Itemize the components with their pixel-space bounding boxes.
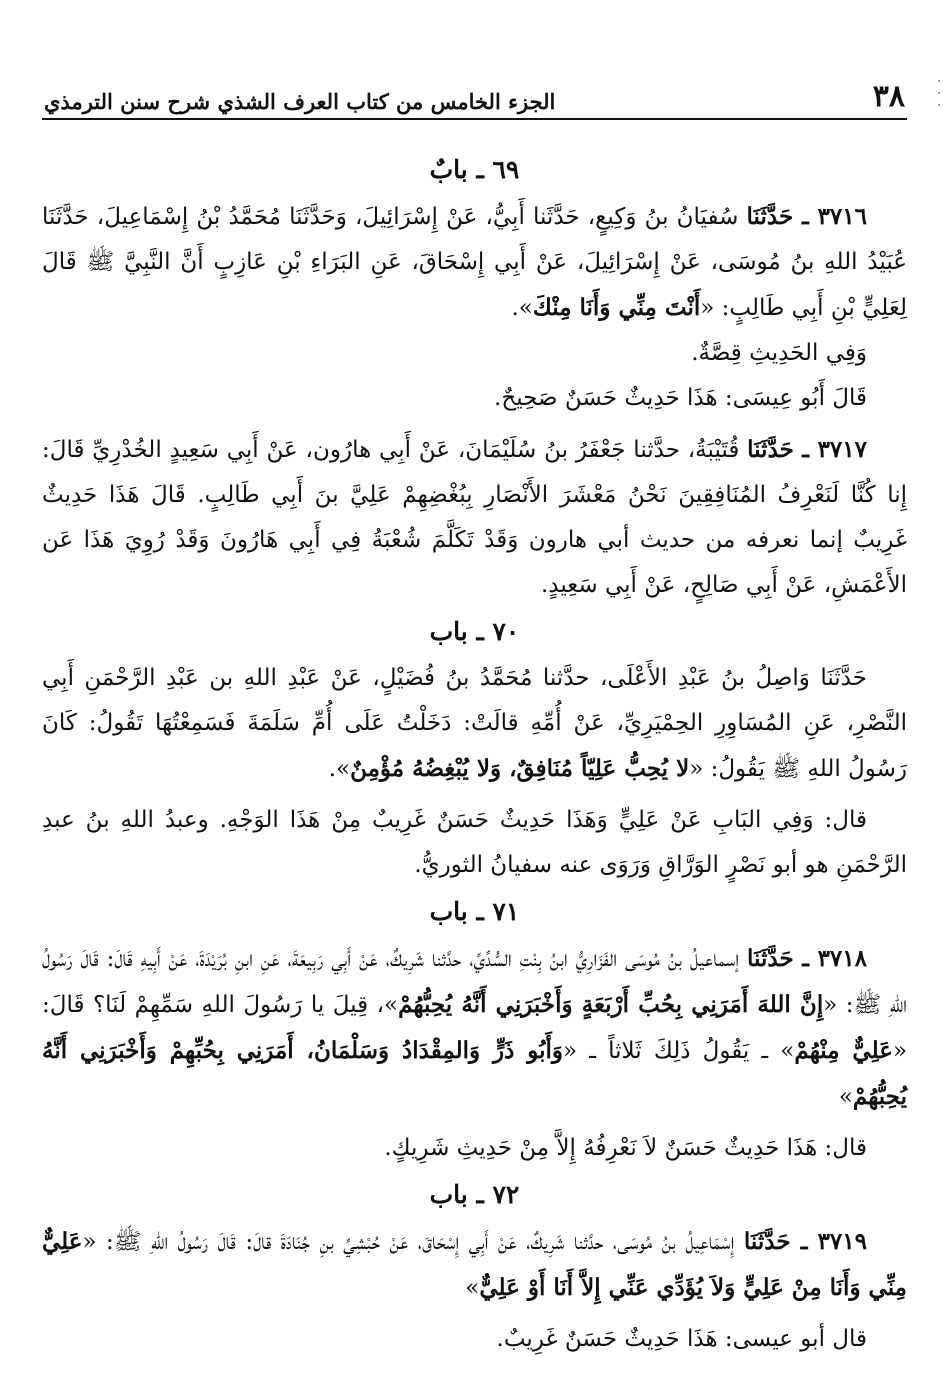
hadith-text: »، قِيلَ يا رَسُولَ اللهِ سَمِّهِمْ لَنَا؟ قَالَ: «	[42, 992, 908, 1064]
hadith-3719	[42, 1219, 907, 1311]
hadith-3718	[42, 936, 907, 1120]
hadith-lead: حَدَّثَنَا	[747, 436, 794, 463]
book-page	[42, 0, 907, 1377]
hadith-number: ٣٧١٨ ـ	[793, 945, 867, 972]
hadith-text: سُفيَانُ بنُ وَكِيعٍ، حَدَّثَنا أَبِيُّ، عَنْ إِسْرَائِيلَ، وَحَدَّثَنَا مُحَمَّدُ بْنُ إِسْمَاعِيلَ، حَدَّثَنَا عُبَيْدُ اللهِ بنُ مُوسَى، عَنْ إِسْرَائِيلَ، عَنْ أَبِي إِسْحَاقَ، عَنِ البَرَاءِ بْنِ عَازِبٍ أَنَّ النَّبِيَّ ﷺ قَالَ لِعَلِيٍّ بْنِ أَبِي طَالِبٍ: «	[42, 204, 907, 321]
hadith-number: ٣٧١٦ ـ	[793, 203, 867, 230]
hadith-paragraph	[42, 656, 907, 792]
hadith-text: » ـ يَقُولُ ذَلِكَ ثَلاثاً ـ «	[563, 1038, 795, 1064]
page-body	[42, 146, 907, 1362]
hadith-number: ٣٧١٩ ـ	[790, 1228, 867, 1255]
hadith-quote: إِنَّ اللهَ أَمَرَنِي بِحُبِّ أَرْبَعَةٍ وَأَخْبَرَنِي أَنَّهُ يُحِبُّهُمْ	[398, 991, 824, 1018]
hadith-text: قُتَيْبَةُ، حدَّثنا جَعْفَرُ بنُ سُلَيْمَانَ، عَنْ أَبِي هارُون، عَنْ أَبِي سَعِيدٍ الخُدْرِيِّ قَالَ: إِنا كُنَّا لَنَعْرِفُ المُنَافِقِينَ نَحْنُ مَعْشَرَ الأَنْصَارِ بِبُغْضِهِمْ عَلِيَّ بنَ أَبِي طَالِبٍ. قَالَ هَذَا حَدِيثٌ غَرِيبٌ إنما نعرفه من حديث أبي هارون وَقَدْ تَكَلَّمَ شُعْبَةُ فِي أَبِي هَارُونَ وَقَدْ رُوِيَ هَذَا عَن الأَعْمَشِ، عَنْ أَبِي صَالِحٍ، عَنْ أَبِي سَعِيدٍ.	[42, 437, 907, 598]
hadith-text: حَدَّثَنَا وَاصِلُ بنُ عَبْدِ الأَعْلَى، حدَّثنا مُحَمَّدُ بنُ فُضَيْلٍ، عَنْ عَبْدِ اللهِ بن عَبْدِ الرَّحْمَنِ أَبِي النَّصْرِ، عَنِ المُسَاوِرِ الحِمْيَرِيِّ، عَنْ أُمِّهِ قالَتْ: دَخَلْتُ عَلَى أُمِّ سَلَمَةَ فَسَمِعْتُهَا تَقُولُ: كَانَ رَسُولُ اللهِ ﷺ يَقُولُ: «	[42, 665, 907, 782]
hadith-lead: حَدَّثَنَا	[746, 203, 794, 230]
note-paragraph: وَفِي الحَدِيثِ قِصَّةٌ.	[691, 340, 867, 366]
section-heading: ٧٠ ـ باب	[429, 617, 520, 646]
grading-paragraph: قال: وَفِي البَابِ عَنْ عَلِيٍّ وَهَذَا حَدِيثٌ حَسَنٌ غَرِيبٌ مِنْ هَذَا الوَجْهِ. وعبدُ اللهِ بنُ عبدِ الرَّحْمَنِ هو أبو نَصْرٍ الوَرَّاقِ وَرَوَى عنه سفيانُ الثوريُّ.	[42, 807, 907, 878]
page-number: ٣٨	[872, 79, 905, 114]
hadith-number: ٣٧١٧ ـ	[793, 436, 867, 463]
scan-margin-marks	[935, 70, 943, 130]
hadith-text-tail: »	[465, 1275, 480, 1301]
hadith-lead: حَدَّثَنَا	[747, 945, 794, 972]
hadith-text: إسماعيلُ بنُ مُوسَى الفَزَارِيُّ ابنُ بِنْتِ السُّدِّيِّ، حدَّثنا شَرِيكٌ، عَنْ أَبِي رَبِيعَةَ، عَنِ ابنِ بُرَيْدَةَ، عَنْ أَبِيهِ قَالَ: قَالَ رَسُولُ اللهِ ﷺ: «	[42, 946, 907, 1018]
grading-paragraph: قَالَ أَبُو عِيسَى: هَذَا حَدِيثٌ حَسَنٌ صَحِيحٌ.	[494, 385, 867, 411]
hadith-3716	[42, 194, 907, 331]
hadith-quote: عَلِيٌّ مِنْهُمْ	[794, 1037, 893, 1064]
hadith-quote: لا يُحِبُّ عَلِيّاً مُنَافِقٌ، وَلا يُبْغِضُهُ مُؤْمِنٌ	[350, 755, 690, 782]
section-heading: ٧٢ ـ باب	[429, 1180, 520, 1209]
hadith-text-tail: ».	[328, 756, 351, 782]
grading-paragraph: قال: هَذَا حَدِيثٌ حَسَنٌ لاَ نَعْرِفُهُ إِلاَّ مِنْ حَدِيثِ شَرِيكٍ.	[384, 1135, 867, 1161]
hadith-quote: وَأَبُو ذَرٍّ وَالمِقْدَادُ وَسَلْمَانُ، أَمَرَنِي بِحُبِّهِمْ وَأَخْبَرَنِي أَنَّهُ يُحِبُّهُمْ	[42, 1037, 907, 1110]
hadith-text-tail: ».	[511, 295, 533, 321]
section-heading: ٧١ ـ باب	[429, 897, 520, 926]
grading-paragraph: قال أبو عيسى: هَذَا حَدِيثٌ حَسَنٌ غَرِيبٌ.	[496, 1326, 867, 1352]
hadith-text: إِسْمَاعِيلُ بنُ مُوسَى، حدَّثنا شَرِيكٌ، عَنْ أَبِي إِسْحَاقَ، عَنْ حُبْشِيِّ بنِ جُنَادَةَ قالَ: قَالَ رَسُولُ اللهِ ﷺ: «	[82, 1229, 744, 1255]
hadith-3717	[42, 427, 907, 608]
section-heading: ٦٩ ـ بابٌ	[429, 155, 520, 184]
hadith-quote: أَنْتَ مِنِّي وَأَنَا مِنْكَ	[532, 294, 701, 321]
header-title: الجزء الخامس من كتاب العرف الشذي شرح سنن الترمذي	[44, 89, 556, 114]
hadith-text-tail: »	[838, 1084, 853, 1110]
running-header	[42, 80, 907, 120]
hadith-lead: حَدَّثَنَا	[743, 1228, 791, 1255]
hadith-quote: عَلِيٌّ مِنِّي وَأَنَا مِنْ عَلِيٍّ وَلاَ يُؤَدِّي عَنِّي إِلاَّ أَنَا أَوْ عَلِيٌّ	[42, 1228, 907, 1301]
